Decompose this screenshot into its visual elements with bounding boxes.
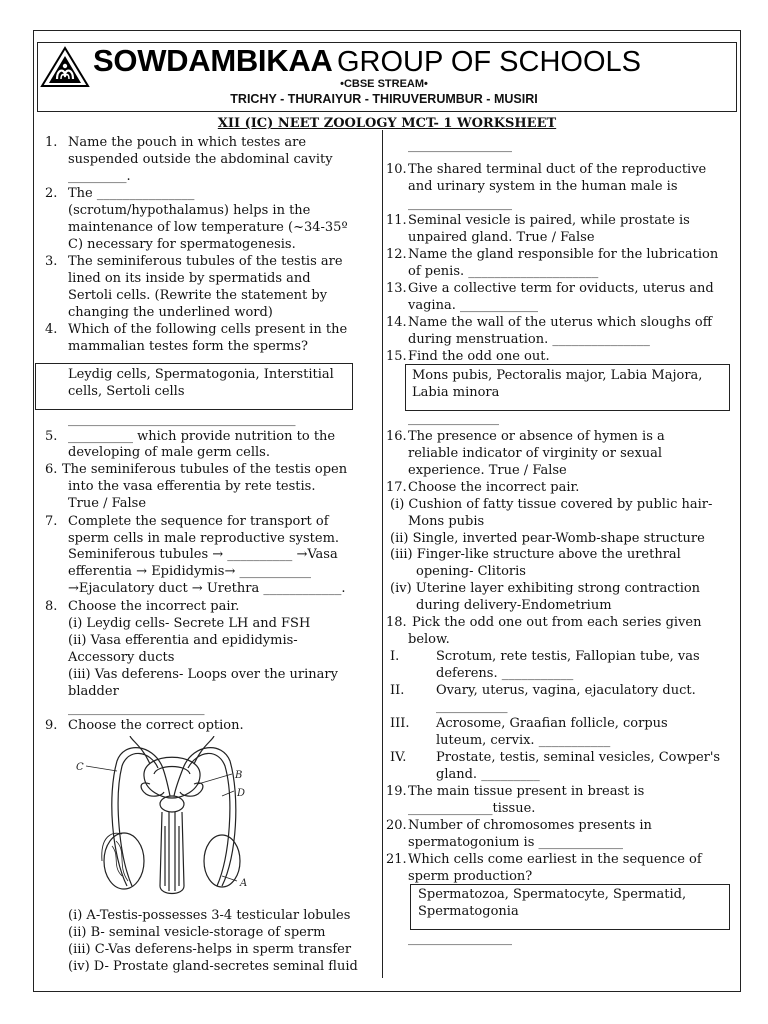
question-number: 5. (45, 429, 58, 444)
diagram-label-c: C (76, 762, 84, 773)
question-text: The shared terminal duct of the reproductive (408, 162, 707, 177)
question-text: of penis. ____________________ (408, 264, 599, 279)
question-number: 13. (386, 281, 407, 296)
question-text: below. (408, 632, 450, 647)
option-text: Spermatozoa, Spermatocyte, Spermatid, (418, 887, 687, 902)
question-number: 8. (45, 599, 58, 614)
question-text: Give a collective term for oviducts, uterus and (408, 281, 714, 296)
question-text: Name the gland responsible for the lubrication (408, 247, 719, 262)
answer-blank[interactable]: _________. (68, 169, 131, 184)
question-text: unpaired gland. True / False (408, 230, 595, 245)
question-number: 1. (45, 135, 58, 150)
answer-blank[interactable]: ___________________________________ (68, 412, 296, 427)
option-text: Accessory ducts (68, 650, 175, 665)
answer-blank[interactable]: ______________ (408, 411, 499, 426)
option-text: opening- Clitoris (416, 564, 526, 579)
series-numeral: IV. (390, 750, 407, 765)
question-text: during menstruation. _______________ (408, 332, 650, 347)
question-number: 15. (386, 349, 407, 364)
question-number: 4. (45, 322, 58, 337)
question-number: 17. (386, 480, 407, 495)
question-text: C) necessary for spermatogenesis. (68, 237, 296, 252)
series-text: Scrotum, rete testis, Fallopian tube, vas (436, 649, 700, 664)
question-text: __________ which provide nutrition to the (68, 429, 336, 444)
question-text: into the vasa efferentia by rete testis. (68, 479, 316, 494)
question-number: 18. (386, 615, 407, 630)
question-number: 21. (386, 852, 407, 867)
option-text: during delivery-Endometrium (416, 598, 612, 613)
option-text: Spermatogonia (418, 904, 519, 919)
option-text: (ii) Vasa efferentia and epididymis- (68, 633, 298, 648)
option-text: cells, Sertoli cells (68, 384, 185, 399)
question-text: _____________tissue. (408, 801, 536, 816)
question-text: Number of chromosomes presents in (408, 818, 652, 833)
answer-blank[interactable]: _____________________ (68, 701, 205, 716)
question-text: mammalian testes form the sperms? (68, 339, 308, 354)
question-number: 20. (386, 818, 407, 833)
option-text: (iv) D- Prostate gland-secretes seminal fluid (68, 959, 358, 974)
answer-blank[interactable]: ________________ (408, 196, 512, 211)
worksheet-title: XII (IC) NEET ZOOLOGY MCT- 1 WORKSHEET (217, 116, 557, 131)
option-text: Labia minora (412, 385, 500, 400)
question-text: vagina. ____________ (408, 298, 538, 313)
question-number: 10. (386, 162, 407, 177)
series-text: ___________ (436, 699, 508, 714)
column-divider (382, 130, 383, 978)
question-text: efferentia → Epididymis→ ___________ (68, 564, 311, 579)
question-number: 16. (386, 429, 407, 444)
option-text: (iii) Finger-like structure above the urethral (390, 547, 681, 562)
option-text: Mons pubis (408, 514, 485, 529)
question-text: Pick the odd one out from each series given (412, 615, 702, 630)
question-number: 2. (45, 186, 58, 201)
question-text: Which of the following cells present in the (68, 322, 348, 337)
question-text: The seminiferous tubules of the testis open (62, 462, 348, 477)
series-numeral: III. (390, 716, 410, 731)
question-text: maintenance of low temperature (~34-35º (68, 220, 348, 235)
question-text: Choose the incorrect pair. (408, 480, 580, 495)
question-text: Which cells come earliest in the sequence of (408, 852, 702, 867)
option-text: (ii) B- seminal vesicle-storage of sperm (68, 925, 326, 940)
question-text: True / False (68, 496, 147, 511)
question-text: The main tissue present in breast is (408, 784, 645, 799)
question-number: 6. (45, 462, 58, 477)
option-text: (i) Leydig cells- Secrete LH and FSH (68, 616, 311, 631)
question-text: lined on its inside by spermatids and (68, 271, 311, 286)
school-name-rest: GROUP OF SCHOOLS (336, 46, 641, 78)
option-text: Mons pubis, Pectoralis major, Labia Majora, (412, 368, 703, 383)
question-text: Find the odd one out. (408, 349, 550, 364)
question-text: The seminiferous tubules of the testis are (68, 254, 343, 269)
stream-label: •CBSE STREAM• (340, 78, 428, 90)
series-text: luteum, cervix. ___________ (436, 733, 611, 748)
question-number: 3. (45, 254, 58, 269)
question-text: suspended outside the abdominal cavity (68, 152, 333, 167)
series-text: Prostate, testis, seminal vesicles, Cowper's (436, 750, 721, 765)
answer-blank[interactable]: ________________ (408, 931, 512, 946)
question-text: →Ejaculatory duct → Urethra ____________. (68, 581, 346, 596)
question-number: 11. (386, 213, 407, 228)
question-text: developing of male germ cells. (68, 445, 270, 460)
question-number: 12. (386, 247, 407, 262)
question-text: and urinary system in the human male is (408, 179, 678, 194)
question-number: 14. (386, 315, 407, 330)
series-text: deferens. ___________ (436, 666, 574, 681)
series-numeral: II. (390, 683, 405, 698)
branch-cities: TRICHY - THURAIYUR - THIRUVERUMBUR - MUSIRI (230, 92, 538, 106)
question-text: sperm cells in male reproductive system. (68, 531, 340, 546)
diagram-label-a: A (240, 878, 248, 889)
question-number: 19. (386, 784, 407, 799)
question-text: Name the pouch in which testes are (68, 135, 307, 150)
answer-blank[interactable]: ________________ (408, 138, 512, 153)
question-text: Seminiferous tubules → __________ →Vasa (68, 547, 338, 562)
series-numeral: I. (390, 649, 400, 664)
question-text: Sertoli cells. (Rewrite the statement by (68, 288, 328, 303)
question-text: reliable indicator of virginity or sexual (408, 446, 663, 461)
school-name-bold: SOWDAMBIKAA (93, 43, 333, 78)
option-text: bladder (68, 684, 119, 699)
option-text: (iii) Vas deferens- Loops over the urinary (68, 667, 338, 682)
series-text: gland. _________ (436, 767, 540, 782)
question-text: Choose the correct option. (68, 718, 244, 733)
question-text: The _______________ (68, 186, 195, 201)
question-number: 7. (45, 514, 58, 529)
option-text: (iii) C-Vas deferens-helps in sperm transfer (68, 942, 352, 957)
question-text: (scrotum/hypothalamus) helps in the (68, 203, 311, 218)
question-text: changing the underlined word) (68, 305, 273, 320)
series-text: Ovary, uterus, vagina, ejaculatory duct. (436, 683, 696, 698)
option-text: Leydig cells, Spermatogonia, Interstitial (68, 367, 334, 382)
question-text: The presence or absence of hymen is a (408, 429, 665, 444)
male-reproductive-system-diagram (72, 736, 272, 906)
question-text: spermatogonium is _____________ (408, 835, 624, 850)
question-text: Seminal vesicle is paired, while prostate is (408, 213, 690, 228)
question-text: sperm production? (408, 869, 533, 884)
diagram-label-b: B (235, 770, 243, 781)
option-text: (iv) Uterine layer exhibiting strong contraction (390, 581, 701, 596)
question-text: Choose the incorrect pair. (68, 599, 240, 614)
series-text: Acrosome, Graafian follicle, corpus (436, 716, 668, 731)
question-text: Name the wall of the uterus which sloughs off (408, 315, 712, 330)
diagram-label-d: D (237, 788, 246, 799)
question-number: 9. (45, 718, 58, 733)
option-text: (i) A-Testis-possesses 3-4 testicular lobules (68, 908, 351, 923)
question-text: experience. True / False (408, 463, 567, 478)
option-text: (ii) Single, inverted pear-Womb-shape structure (390, 531, 705, 546)
question-text: Complete the sequence for transport of (68, 514, 329, 529)
option-text: (i) Cushion of fatty tissue covered by public hair- (390, 497, 713, 512)
